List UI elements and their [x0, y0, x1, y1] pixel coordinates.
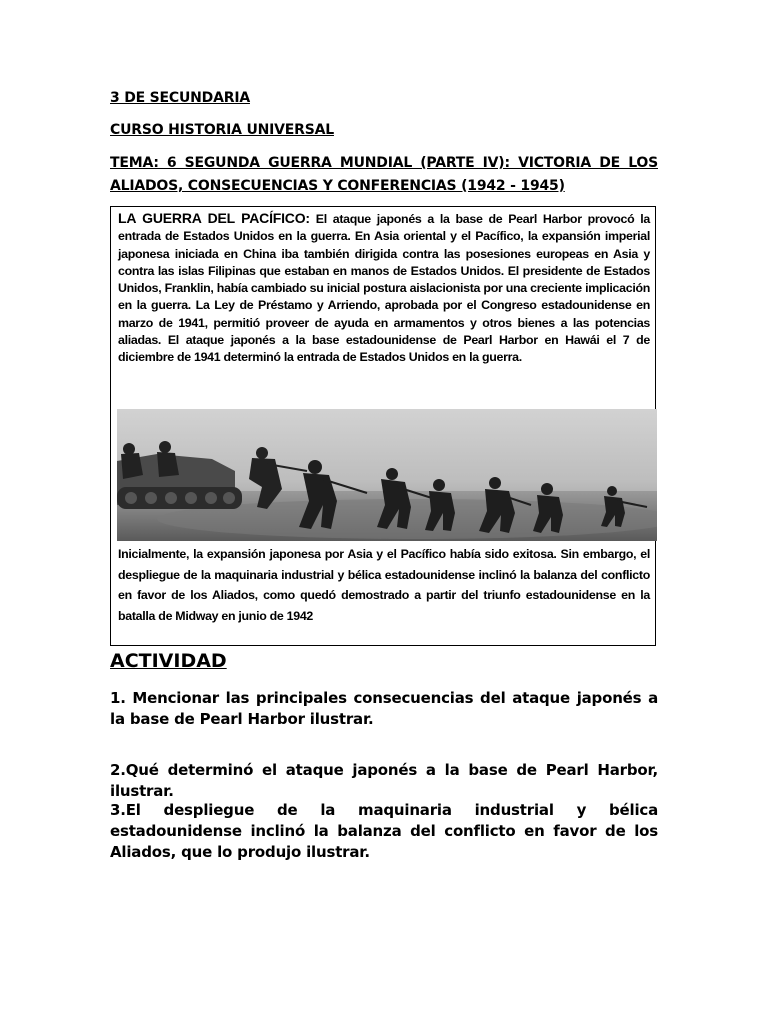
section-heading: LA GUERRA DEL PACÍFICO: [118, 210, 310, 226]
question-3: 3.El despliegue de la maquinaria industrial y bélica estadounidense inclinó la balanza del conflicto en favor de los Aliados, que lo produjo ilustrar. [110, 801, 658, 861]
question-2: 2.Qué determinó el ataque japonés a la base de Pearl Harbor, ilustrar. [110, 761, 658, 800]
section-body: El ataque japonés a la base de Pearl Harbor provocó la entrada de Estados Unidos en la guerra. En Asia oriental y el Pacífico, la expansión imperial japonesa iniciada en China iba también dirigida contra las posesiones europeas en Asia y contra las islas Filipinas que estaban en manos de Estados Unidos. El presidente de Estados Unidos, Franklin, había cambiado su inicial postura aislacionista por una creciente implicación en la guerra. La Ley de Préstamo y Arriendo, aprobada por el Congreso estadounidense en marzo de 1941, permitió proveer de ayuda en armamentos y otros bienes a las potencias aliadas. El ataque japonés a la base estadounidense de Pearl Harbor en Hawái el 7 de diciembre de 1941 determinó la entrada de Estados Unidos en la guerra. [118, 212, 651, 365]
grade-heading: 3 DE SECUNDARIA [110, 90, 250, 106]
pacific-war-paragraph [118, 210, 650, 367]
activity-title: ACTIVIDAD [110, 650, 227, 672]
pacific-war-box [110, 206, 656, 646]
soldiers-photo-image [117, 409, 657, 541]
topic-heading: TEMA: 6 SEGUNDA GUERRA MUNDIAL (PARTE IV): VICTORIA DE LOS ALIADOS, CONSECUENCIAS Y CONFERENCIAS (1942 - 1945) [110, 155, 658, 194]
photo-caption: Inicialmente, la expansión japonesa por Asia y el Pacífico había sido exitosa. Sin embargo, el despliegue de la maquinaria industrial y bélica estadounidense inclinó la balanza del conflicto en favor de los Aliados, como quedó demostrado a partir del triunfo estadounidense en la batalla de Midway en junio de 1942 [118, 547, 650, 623]
soldiers-photo [117, 409, 657, 541]
course-heading: CURSO HISTORIA UNIVERSAL [110, 122, 334, 138]
question-1: 1. Mencionar las principales consecuencias del ataque japonés a la base de Pearl Harbor ilustrar. [110, 689, 658, 728]
